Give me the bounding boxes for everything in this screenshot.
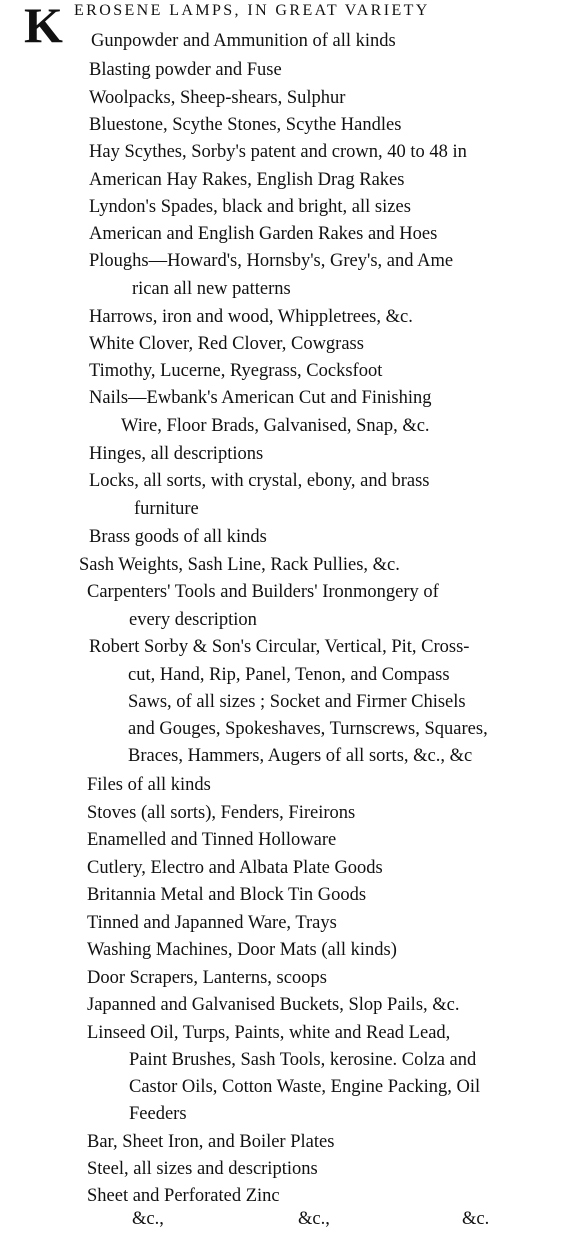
list-item-continuation: Wire, Floor Brads, Galvanised, Snap, &c. bbox=[121, 416, 430, 436]
list-item-continuation: furniture bbox=[134, 499, 199, 519]
list-item: Lyndon's Spades, black and bright, all sizes bbox=[89, 197, 411, 217]
list-item: Britannia Metal and Block Tin Goods bbox=[87, 885, 367, 905]
list-item: Files of all kinds bbox=[87, 775, 211, 795]
list-item: Hay Scythes, Sorby's patent and crown, 40 to 48 in bbox=[89, 142, 467, 162]
list-item: Harrows, iron and wood, Whippletrees, &c. bbox=[89, 307, 413, 327]
list-item: Cutlery, Electro and Albata Plate Goods bbox=[87, 858, 383, 878]
list-item: Locks, all sorts, with crystal, ebony, and brass bbox=[89, 471, 430, 491]
list-item: Ploughs—Howard's, Hornsby's, Grey's, and Ame bbox=[89, 251, 454, 271]
list-item: Gunpowder and Ammunition of all kinds bbox=[91, 31, 396, 51]
list-item-continuation: and Gouges, Spokeshaves, Turnscrews, Squares, bbox=[128, 719, 488, 739]
list-item: Stoves (all sorts), Fenders, Fireirons bbox=[87, 803, 356, 823]
list-item: Steel, all sizes and descriptions bbox=[87, 1159, 318, 1179]
list-item: Door Scrapers, Lanterns, scoops bbox=[87, 968, 327, 988]
list-item: Enamelled and Tinned Holloware bbox=[87, 830, 337, 850]
list-item: Nails—Ewbank's American Cut and Finishing bbox=[89, 388, 432, 408]
list-item: American Hay Rakes, English Drag Rakes bbox=[89, 170, 405, 190]
list-item-continuation: rican all new patterns bbox=[132, 279, 291, 299]
headline: EROSENE LAMPS, IN GREAT VARIETY bbox=[74, 2, 430, 19]
etcetera-mark: &c. bbox=[462, 1209, 490, 1229]
list-item: Robert Sorby & Son's Circular, Vertical, Pit, Cross- bbox=[89, 637, 470, 657]
list-item: Japanned and Galvanised Buckets, Slop Pails, &c. bbox=[87, 995, 460, 1015]
list-item-continuation: Castor Oils, Cotton Waste, Engine Packing, Oil bbox=[129, 1077, 481, 1097]
list-item: Hinges, all descriptions bbox=[89, 444, 264, 464]
list-item: Brass goods of all kinds bbox=[89, 527, 267, 547]
list-item: Bar, Sheet Iron, and Boiler Plates bbox=[87, 1132, 335, 1152]
drop-cap: K bbox=[24, 0, 63, 53]
list-item-continuation: cut, Hand, Rip, Panel, Tenon, and Compass bbox=[128, 665, 450, 685]
list-item: Linseed Oil, Turps, Paints, white and Read Lead, bbox=[87, 1023, 451, 1043]
list-item: Bluestone, Scythe Stones, Scythe Handles bbox=[89, 115, 402, 135]
list-item: Tinned and Japanned Ware, Trays bbox=[87, 913, 337, 933]
list-item: Woolpacks, Sheep-shears, Sulphur bbox=[89, 88, 346, 108]
list-item: White Clover, Red Clover, Cowgrass bbox=[89, 334, 364, 354]
etcetera-mark: &c., bbox=[132, 1209, 164, 1229]
list-item-continuation: Feeders bbox=[129, 1104, 187, 1124]
list-item: American and English Garden Rakes and Hoes bbox=[89, 224, 438, 244]
list-item: Sheet and Perforated Zinc bbox=[87, 1186, 280, 1206]
list-item: Blasting powder and Fuse bbox=[89, 60, 282, 80]
list-item: Sash Weights, Sash Line, Rack Pullies, &c. bbox=[79, 555, 400, 575]
etcetera-mark: &c., bbox=[298, 1209, 330, 1229]
list-item-continuation: every description bbox=[129, 610, 257, 630]
list-item-continuation: Paint Brushes, Sash Tools, kerosine. Colza and bbox=[129, 1050, 477, 1070]
list-item: Timothy, Lucerne, Ryegrass, Cocksfoot bbox=[89, 361, 383, 381]
list-item: Carpenters' Tools and Builders' Ironmongery of bbox=[87, 582, 439, 602]
list-item-continuation: Saws, of all sizes ; Socket and Firmer Chisels bbox=[128, 692, 466, 712]
list-item: Washing Machines, Door Mats (all kinds) bbox=[87, 940, 397, 960]
list-item-continuation: Braces, Hammers, Augers of all sorts, &c., &c bbox=[128, 746, 473, 766]
